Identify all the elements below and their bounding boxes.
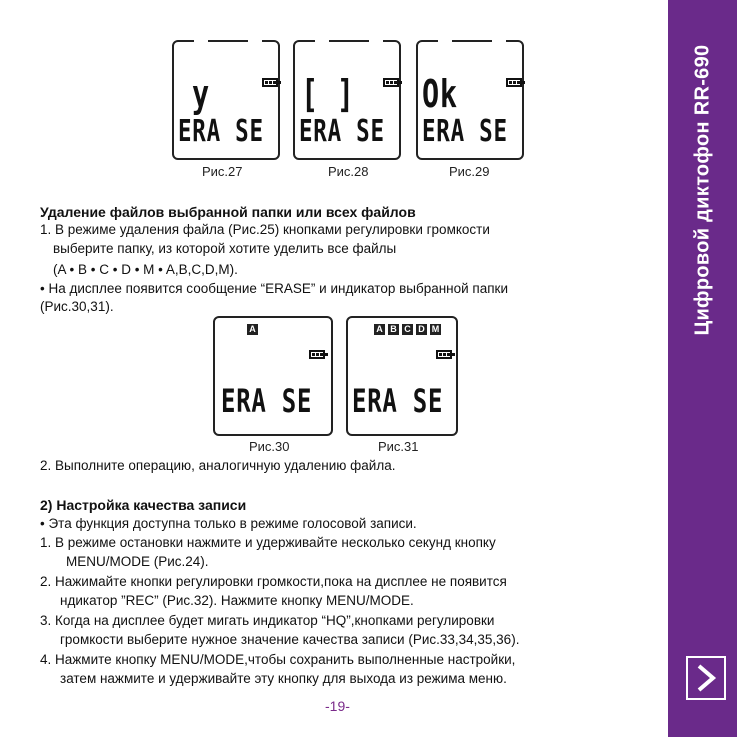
sidebar-title: Цифровой диктофон RR-690 — [691, 44, 714, 336]
folder-letter: M — [431, 324, 440, 334]
section-heading: Удаление файлов выбранной папки или всех файлов — [40, 204, 416, 220]
lcd-bottom-text: ERA SE — [422, 114, 508, 149]
paragraph-line: (Рис.30,31). — [40, 299, 114, 314]
paragraph-line: 1. В режиме удаления файла (Рис.25) кнопками регулировки громкости — [40, 222, 490, 237]
paragraph-line: затем нажмите и удерживайте эту кнопку для выхода из режима меню. — [60, 671, 507, 686]
folder-indicators — [247, 324, 258, 335]
paragraph-line: 2. Выполните операцию, аналогичную удалению файла. — [40, 458, 396, 473]
lcd-bottom-text: ERA SE — [352, 382, 444, 420]
folder-letter: B — [388, 324, 399, 335]
battery-icon — [383, 78, 399, 87]
paragraph-line: MENU/MODE (Рис.24). — [66, 554, 209, 569]
figure-caption: Рис.27 — [202, 164, 243, 179]
folder-letter: D — [416, 324, 427, 335]
paragraph-line: • На дисплее появится сообщение “ERASE” и индикатор выбранной папки — [40, 281, 508, 296]
paragraph-line: 4. Нажмите кнопку MENU/MODE,чтобы сохранить выполненные настройки, — [40, 652, 516, 667]
folder-letter: A — [247, 324, 258, 335]
lcd-main-text: y — [192, 72, 210, 116]
paragraph-line: 2. Нажимайте кнопки регулировки громкости,пока на дисплее не появится — [40, 574, 507, 589]
folder-indicators — [374, 324, 441, 335]
lcd-bottom-text: ERA SE — [299, 114, 385, 149]
next-page-button[interactable] — [686, 656, 726, 700]
paragraph-line: 1. В режиме остановки нажмите и удерживайте несколько секунд кнопку — [40, 535, 496, 550]
paragraph-line: громкости выберите нужное значение качества записи (Рис.33,34,35,36). — [60, 632, 520, 647]
lcd-figure-27 — [172, 40, 280, 160]
lcd-bottom-text: ERA SE — [178, 114, 264, 149]
paragraph-line: ндикатор ”REC” (Рис.32). Нажмите кнопку MENU/MODE. — [60, 593, 414, 608]
paragraph-line: выберите папку, из которой хотите уделить все файлы — [53, 241, 397, 256]
lcd-figure-30 — [213, 316, 333, 436]
figure-caption: Рис.31 — [378, 439, 419, 454]
paragraph-line: • Эта функция доступна только в режиме голосовой записи. — [40, 516, 417, 531]
lcd-figure-29 — [416, 40, 524, 160]
figure-caption: Рис.29 — [449, 164, 490, 179]
folder-letter: A — [374, 324, 385, 335]
section-heading: 2) Настройка качества записи — [40, 497, 247, 513]
folder-letter: C — [402, 324, 413, 335]
lcd-bottom-text: ERA SE — [221, 382, 313, 420]
lcd-figure-28 — [293, 40, 401, 160]
lcd-figure-31 — [346, 316, 458, 436]
page-number: -19- — [325, 698, 350, 714]
battery-icon — [506, 78, 522, 87]
chevron-right-icon — [695, 663, 717, 693]
figure-caption: Рис.28 — [328, 164, 369, 179]
paragraph-line: (A • B • C • D • M • A,B,C,D,M). — [53, 262, 238, 277]
figure-caption: Рис.30 — [249, 439, 290, 454]
battery-icon — [262, 78, 278, 87]
battery-icon — [436, 350, 452, 359]
lcd-main-text: Ok — [422, 72, 458, 116]
lcd-main-text: [ ] — [301, 72, 355, 116]
paragraph-line: 3. Когда на дисплее будет мигать индикатор “HQ”,кнопками регулировки — [40, 613, 495, 628]
battery-icon — [309, 350, 325, 359]
